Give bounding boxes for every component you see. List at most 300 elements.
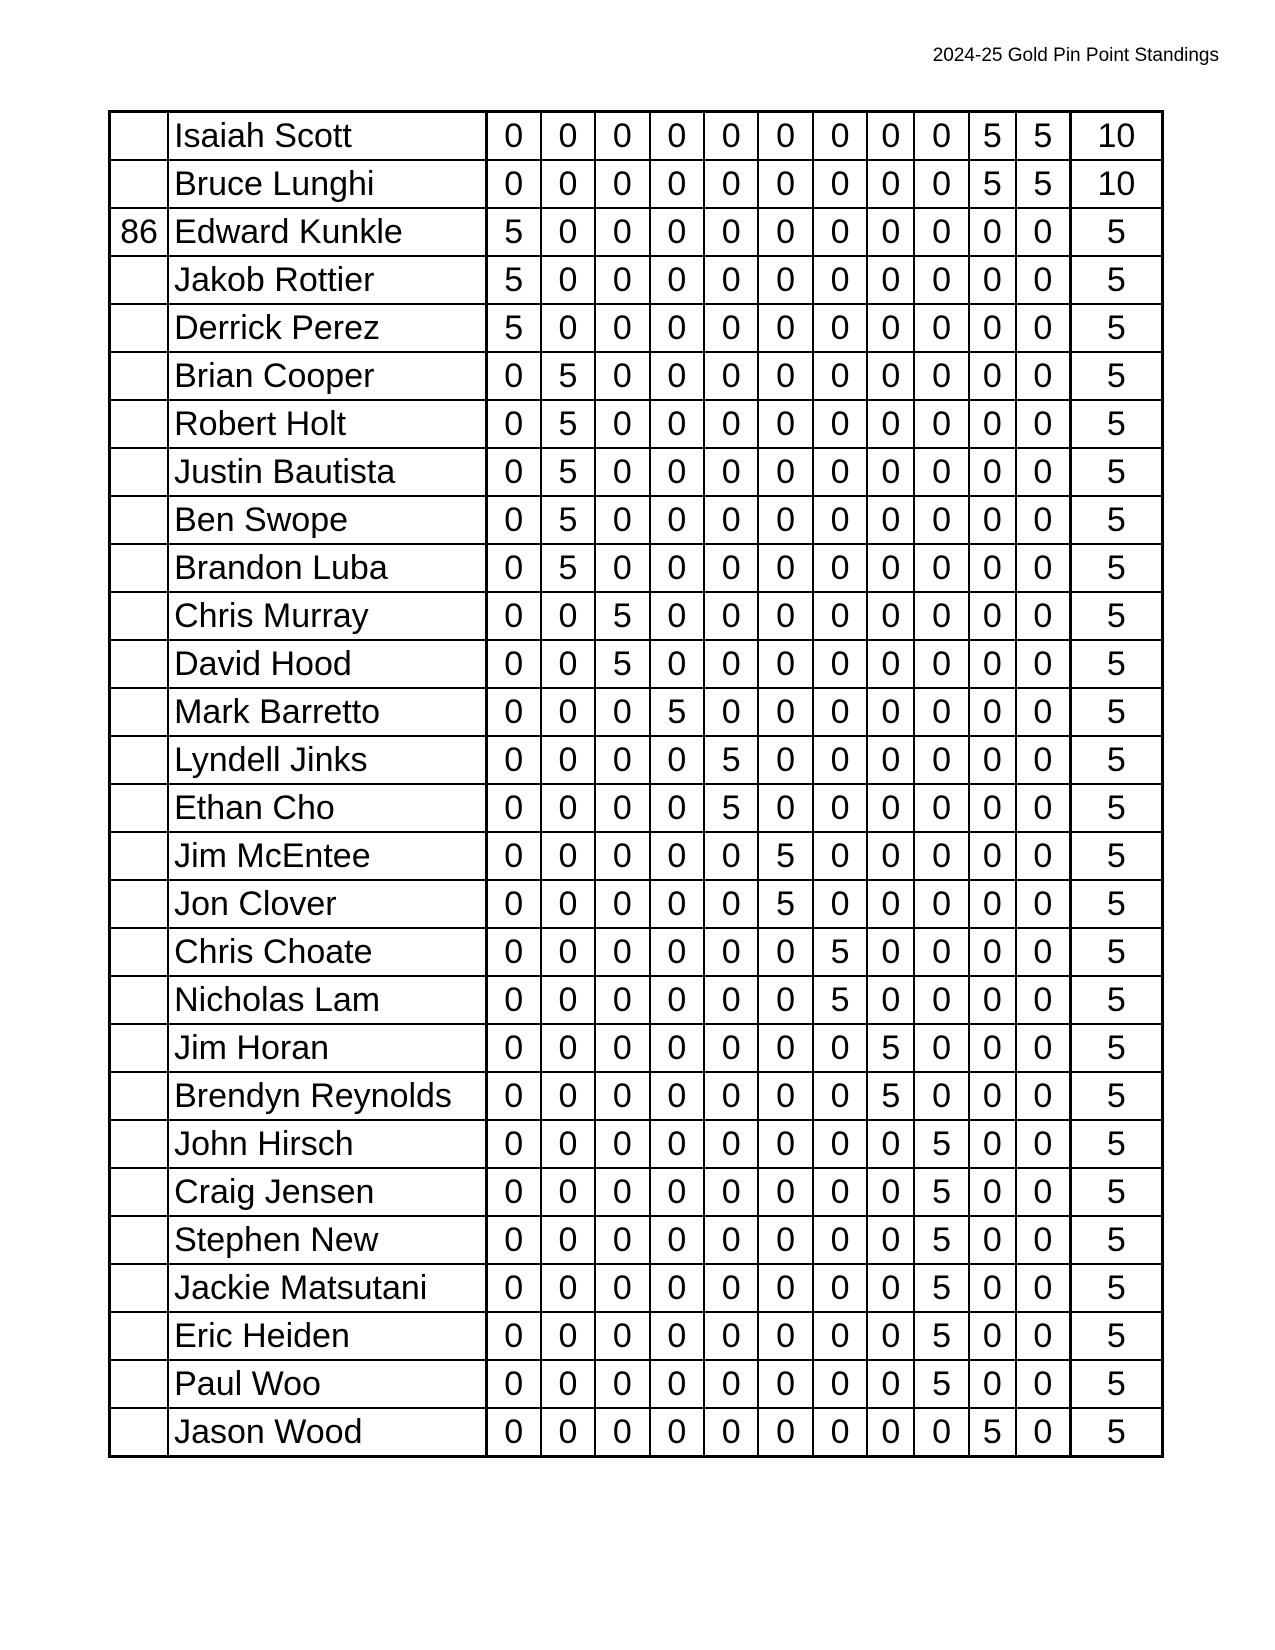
score-cell: 0 <box>541 1264 595 1312</box>
score-cell: 0 <box>650 1408 704 1457</box>
score-cell: 0 <box>1016 544 1070 592</box>
score-cell: 0 <box>704 592 758 640</box>
score-cell: 5 <box>486 256 540 304</box>
score-cell: 0 <box>914 976 968 1024</box>
bowler-name-cell: Jon Clover <box>168 880 486 928</box>
score-cell: 0 <box>813 448 867 496</box>
score-cell: 0 <box>595 448 649 496</box>
score-cell: 0 <box>867 448 914 496</box>
score-cell: 0 <box>969 352 1016 400</box>
score-cell: 0 <box>758 1360 812 1408</box>
score-cell: 0 <box>704 640 758 688</box>
score-cell: 0 <box>704 976 758 1024</box>
score-cell: 0 <box>813 784 867 832</box>
score-cell: 0 <box>969 1312 1016 1360</box>
score-cell: 0 <box>758 400 812 448</box>
score-cell: 0 <box>704 400 758 448</box>
score-cell: 0 <box>1016 1264 1070 1312</box>
score-cell: 0 <box>914 640 968 688</box>
score-cell: 0 <box>595 1120 649 1168</box>
score-cell: 0 <box>969 1168 1016 1216</box>
score-cell: 0 <box>1016 1360 1070 1408</box>
score-cell: 0 <box>1016 832 1070 880</box>
rank-cell <box>110 1312 169 1360</box>
score-cell: 0 <box>813 1072 867 1120</box>
score-cell: 0 <box>595 880 649 928</box>
score-cell: 0 <box>867 544 914 592</box>
table-row <box>110 928 1163 976</box>
score-cell: 0 <box>867 784 914 832</box>
score-cell: 0 <box>486 1360 540 1408</box>
score-cell: 0 <box>914 160 968 208</box>
score-cell: 0 <box>1016 880 1070 928</box>
table-row <box>110 352 1163 400</box>
score-cell: 0 <box>813 544 867 592</box>
score-cell: 0 <box>486 1264 540 1312</box>
score-cell: 0 <box>813 1024 867 1072</box>
score-cell: 0 <box>704 112 758 161</box>
table-row <box>110 1408 1163 1457</box>
score-cell: 0 <box>867 640 914 688</box>
score-cell: 0 <box>1016 736 1070 784</box>
bowler-name-cell: Brendyn Reynolds <box>168 1072 486 1120</box>
score-cell: 0 <box>595 496 649 544</box>
score-cell: 0 <box>595 400 649 448</box>
score-cell: 0 <box>813 400 867 448</box>
total-points-cell: 5 <box>1070 784 1162 832</box>
score-cell: 0 <box>813 1168 867 1216</box>
score-cell: 5 <box>758 832 812 880</box>
bowler-name-cell: Brandon Luba <box>168 544 486 592</box>
score-cell: 0 <box>758 1072 812 1120</box>
table-row <box>110 592 1163 640</box>
score-cell: 0 <box>541 112 595 161</box>
score-cell: 0 <box>969 1120 1016 1168</box>
score-cell: 0 <box>650 592 704 640</box>
score-cell: 0 <box>541 592 595 640</box>
score-cell: 0 <box>541 1024 595 1072</box>
score-cell: 0 <box>867 1312 914 1360</box>
score-cell: 0 <box>969 1360 1016 1408</box>
score-cell: 0 <box>650 832 704 880</box>
score-cell: 0 <box>595 976 649 1024</box>
score-cell: 0 <box>813 1120 867 1168</box>
rank-cell <box>110 1216 169 1264</box>
rank-cell <box>110 1072 169 1120</box>
rank-cell <box>110 832 169 880</box>
score-cell: 0 <box>704 1168 758 1216</box>
score-cell: 0 <box>650 160 704 208</box>
score-cell: 5 <box>486 208 540 256</box>
score-cell: 5 <box>704 736 758 784</box>
score-cell: 0 <box>867 736 914 784</box>
score-cell: 0 <box>650 1024 704 1072</box>
score-cell: 0 <box>813 1264 867 1312</box>
bowler-name-cell: Paul Woo <box>168 1360 486 1408</box>
score-cell: 0 <box>914 784 968 832</box>
score-cell: 0 <box>758 256 812 304</box>
total-points-cell: 5 <box>1070 496 1162 544</box>
score-cell: 0 <box>541 688 595 736</box>
score-cell: 0 <box>486 1312 540 1360</box>
bowler-name-cell: Jim Horan <box>168 1024 486 1072</box>
total-points-cell: 5 <box>1070 832 1162 880</box>
score-cell: 0 <box>541 1216 595 1264</box>
table-row <box>110 208 1163 256</box>
score-cell: 0 <box>595 688 649 736</box>
score-cell: 5 <box>704 784 758 832</box>
table-row <box>110 304 1163 352</box>
score-cell: 0 <box>541 1072 595 1120</box>
score-cell: 0 <box>867 352 914 400</box>
score-cell: 0 <box>813 208 867 256</box>
score-cell: 0 <box>914 1408 968 1457</box>
table-row <box>110 736 1163 784</box>
bowler-name-cell: Bruce Lunghi <box>168 160 486 208</box>
score-cell: 0 <box>1016 400 1070 448</box>
total-points-cell: 10 <box>1070 160 1162 208</box>
rank-cell <box>110 1168 169 1216</box>
score-cell: 0 <box>758 1312 812 1360</box>
score-cell: 0 <box>1016 496 1070 544</box>
bowler-name-cell: Ethan Cho <box>168 784 486 832</box>
total-points-cell: 5 <box>1070 1072 1162 1120</box>
score-cell: 0 <box>541 1168 595 1216</box>
rank-cell <box>110 1120 169 1168</box>
score-cell: 0 <box>704 304 758 352</box>
score-cell: 0 <box>650 784 704 832</box>
score-cell: 0 <box>813 880 867 928</box>
score-cell: 0 <box>541 976 595 1024</box>
score-cell: 0 <box>813 160 867 208</box>
score-cell: 0 <box>758 736 812 784</box>
score-cell: 0 <box>650 304 704 352</box>
score-cell: 0 <box>704 160 758 208</box>
score-cell: 0 <box>704 208 758 256</box>
table-row <box>110 1120 1163 1168</box>
rank-cell <box>110 1360 169 1408</box>
score-cell: 0 <box>758 1120 812 1168</box>
score-cell: 0 <box>813 736 867 784</box>
score-cell: 0 <box>486 1168 540 1216</box>
score-cell: 0 <box>704 1264 758 1312</box>
rank-cell: 86 <box>110 208 169 256</box>
table-row <box>110 688 1163 736</box>
table-row <box>110 640 1163 688</box>
score-cell: 0 <box>486 448 540 496</box>
rank-cell <box>110 1024 169 1072</box>
score-cell: 5 <box>1016 160 1070 208</box>
score-cell: 0 <box>914 832 968 880</box>
score-cell: 0 <box>486 1024 540 1072</box>
score-cell: 5 <box>595 640 649 688</box>
rank-cell <box>110 1264 169 1312</box>
score-cell: 0 <box>758 544 812 592</box>
score-cell: 0 <box>813 832 867 880</box>
score-cell: 0 <box>541 928 595 976</box>
total-points-cell: 5 <box>1070 640 1162 688</box>
bowler-name-cell: David Hood <box>168 640 486 688</box>
score-cell: 0 <box>650 1360 704 1408</box>
score-cell: 0 <box>704 544 758 592</box>
total-points-cell: 5 <box>1070 880 1162 928</box>
score-cell: 0 <box>1016 304 1070 352</box>
score-cell: 0 <box>1016 688 1070 736</box>
score-cell: 5 <box>650 688 704 736</box>
score-cell: 0 <box>704 448 758 496</box>
score-cell: 0 <box>969 496 1016 544</box>
score-cell: 5 <box>867 1072 914 1120</box>
score-cell: 5 <box>914 1216 968 1264</box>
score-cell: 0 <box>758 1408 812 1457</box>
rank-cell <box>110 160 169 208</box>
table-row <box>110 1264 1163 1312</box>
score-cell: 0 <box>486 112 540 161</box>
score-cell: 0 <box>1016 256 1070 304</box>
score-cell: 0 <box>650 1264 704 1312</box>
score-cell: 0 <box>486 880 540 928</box>
score-cell: 0 <box>650 1168 704 1216</box>
bowler-name-cell: Eric Heiden <box>168 1312 486 1360</box>
score-cell: 0 <box>486 592 540 640</box>
score-cell: 0 <box>867 928 914 976</box>
score-cell: 0 <box>486 640 540 688</box>
score-cell: 0 <box>486 928 540 976</box>
rank-cell <box>110 304 169 352</box>
score-cell: 0 <box>704 1024 758 1072</box>
score-cell: 0 <box>1016 1312 1070 1360</box>
score-cell: 0 <box>541 832 595 880</box>
bowler-name-cell: Mark Barretto <box>168 688 486 736</box>
score-cell: 5 <box>1016 112 1070 161</box>
score-cell: 0 <box>758 160 812 208</box>
total-points-cell: 5 <box>1070 256 1162 304</box>
total-points-cell: 5 <box>1070 400 1162 448</box>
table-row <box>110 880 1163 928</box>
score-cell: 0 <box>758 1216 812 1264</box>
score-cell: 0 <box>758 928 812 976</box>
score-cell: 0 <box>813 112 867 161</box>
score-cell: 0 <box>914 592 968 640</box>
score-cell: 0 <box>1016 448 1070 496</box>
score-cell: 0 <box>969 880 1016 928</box>
score-cell: 0 <box>758 112 812 161</box>
table-row <box>110 544 1163 592</box>
standings-body <box>110 112 1163 1457</box>
total-points-cell: 5 <box>1070 976 1162 1024</box>
total-points-cell: 5 <box>1070 1312 1162 1360</box>
score-cell: 0 <box>969 688 1016 736</box>
bowler-name-cell: Isaiah Scott <box>168 112 486 161</box>
score-cell: 0 <box>595 304 649 352</box>
rank-cell <box>110 976 169 1024</box>
score-cell: 5 <box>914 1120 968 1168</box>
score-cell: 5 <box>813 976 867 1024</box>
score-cell: 0 <box>650 736 704 784</box>
score-cell: 0 <box>595 256 649 304</box>
table-row <box>110 1024 1163 1072</box>
score-cell: 5 <box>541 448 595 496</box>
table-row <box>110 448 1163 496</box>
score-cell: 0 <box>1016 928 1070 976</box>
score-cell: 0 <box>595 1072 649 1120</box>
bowler-name-cell: Lyndell Jinks <box>168 736 486 784</box>
score-cell: 0 <box>486 1072 540 1120</box>
score-cell: 0 <box>704 1312 758 1360</box>
total-points-cell: 5 <box>1070 1408 1162 1457</box>
score-cell: 0 <box>758 304 812 352</box>
table-row <box>110 256 1163 304</box>
score-cell: 0 <box>969 1216 1016 1264</box>
rank-cell <box>110 496 169 544</box>
score-cell: 0 <box>486 400 540 448</box>
score-cell: 0 <box>914 352 968 400</box>
score-cell: 0 <box>650 880 704 928</box>
score-cell: 0 <box>704 1216 758 1264</box>
score-cell: 0 <box>541 1360 595 1408</box>
rank-cell <box>110 880 169 928</box>
bowler-name-cell: Jackie Matsutani <box>168 1264 486 1312</box>
score-cell: 0 <box>650 448 704 496</box>
score-cell: 0 <box>867 1408 914 1457</box>
score-cell: 0 <box>758 784 812 832</box>
score-cell: 0 <box>1016 1120 1070 1168</box>
score-cell: 0 <box>1016 976 1070 1024</box>
score-cell: 5 <box>758 880 812 928</box>
score-cell: 0 <box>486 352 540 400</box>
score-cell: 0 <box>541 256 595 304</box>
total-points-cell: 5 <box>1070 1120 1162 1168</box>
score-cell: 0 <box>486 1216 540 1264</box>
score-cell: 0 <box>813 1216 867 1264</box>
score-cell: 0 <box>595 1360 649 1408</box>
score-cell: 0 <box>969 976 1016 1024</box>
total-points-cell: 5 <box>1070 1216 1162 1264</box>
score-cell: 5 <box>969 160 1016 208</box>
score-cell: 0 <box>813 640 867 688</box>
score-cell: 0 <box>969 928 1016 976</box>
score-cell: 0 <box>704 688 758 736</box>
score-cell: 5 <box>541 400 595 448</box>
total-points-cell: 5 <box>1070 1168 1162 1216</box>
score-cell: 0 <box>704 928 758 976</box>
table-row <box>110 832 1163 880</box>
score-cell: 5 <box>914 1264 968 1312</box>
table-row <box>110 160 1163 208</box>
bowler-name-cell: Derrick Perez <box>168 304 486 352</box>
score-cell: 0 <box>1016 640 1070 688</box>
score-cell: 0 <box>1016 1072 1070 1120</box>
score-cell: 0 <box>541 1408 595 1457</box>
score-cell: 0 <box>813 352 867 400</box>
score-cell: 0 <box>914 736 968 784</box>
score-cell: 0 <box>595 832 649 880</box>
score-cell: 0 <box>867 400 914 448</box>
total-points-cell: 5 <box>1070 208 1162 256</box>
score-cell: 0 <box>595 208 649 256</box>
rank-cell <box>110 928 169 976</box>
rank-cell <box>110 448 169 496</box>
score-cell: 0 <box>758 1024 812 1072</box>
score-cell: 0 <box>758 688 812 736</box>
standings-table <box>108 110 1164 1458</box>
total-points-cell: 5 <box>1070 592 1162 640</box>
score-cell: 0 <box>867 832 914 880</box>
score-cell: 0 <box>541 880 595 928</box>
score-cell: 0 <box>595 928 649 976</box>
bowler-name-cell: Jim McEntee <box>168 832 486 880</box>
bowler-name-cell: Brian Cooper <box>168 352 486 400</box>
score-cell: 0 <box>914 880 968 928</box>
rank-cell <box>110 1408 169 1457</box>
table-row <box>110 784 1163 832</box>
score-cell: 0 <box>914 1072 968 1120</box>
score-cell: 0 <box>867 208 914 256</box>
score-cell: 0 <box>541 304 595 352</box>
score-cell: 0 <box>914 1024 968 1072</box>
score-cell: 0 <box>704 1360 758 1408</box>
score-cell: 0 <box>813 1408 867 1457</box>
score-cell: 0 <box>486 688 540 736</box>
score-cell: 0 <box>1016 1024 1070 1072</box>
score-cell: 0 <box>1016 1168 1070 1216</box>
total-points-cell: 5 <box>1070 304 1162 352</box>
score-cell: 0 <box>914 304 968 352</box>
score-cell: 0 <box>650 208 704 256</box>
score-cell: 0 <box>650 256 704 304</box>
score-cell: 0 <box>650 1120 704 1168</box>
total-points-cell: 5 <box>1070 1360 1162 1408</box>
score-cell: 0 <box>486 496 540 544</box>
rank-cell <box>110 736 169 784</box>
score-cell: 0 <box>969 448 1016 496</box>
rank-cell <box>110 592 169 640</box>
score-cell: 0 <box>541 1120 595 1168</box>
score-cell: 0 <box>969 1024 1016 1072</box>
score-cell: 5 <box>541 496 595 544</box>
score-cell: 0 <box>969 400 1016 448</box>
rank-cell <box>110 544 169 592</box>
score-cell: 5 <box>595 592 649 640</box>
score-cell: 0 <box>595 1216 649 1264</box>
score-cell: 0 <box>813 592 867 640</box>
score-cell: 0 <box>867 880 914 928</box>
score-cell: 0 <box>595 160 649 208</box>
score-cell: 0 <box>914 688 968 736</box>
total-points-cell: 5 <box>1070 1024 1162 1072</box>
score-cell: 0 <box>486 976 540 1024</box>
score-cell: 0 <box>758 448 812 496</box>
table-row <box>110 112 1163 161</box>
score-cell: 0 <box>758 1168 812 1216</box>
score-cell: 0 <box>595 112 649 161</box>
score-cell: 0 <box>595 1024 649 1072</box>
score-cell: 0 <box>486 544 540 592</box>
score-cell: 0 <box>813 304 867 352</box>
score-cell: 0 <box>867 304 914 352</box>
score-cell: 0 <box>758 592 812 640</box>
score-cell: 5 <box>914 1168 968 1216</box>
bowler-name-cell: Nicholas Lam <box>168 976 486 1024</box>
score-cell: 0 <box>650 400 704 448</box>
score-cell: 0 <box>650 1216 704 1264</box>
score-cell: 0 <box>650 496 704 544</box>
total-points-cell: 5 <box>1070 352 1162 400</box>
total-points-cell: 10 <box>1070 112 1162 161</box>
rank-cell <box>110 256 169 304</box>
score-cell: 0 <box>813 688 867 736</box>
score-cell: 0 <box>1016 784 1070 832</box>
